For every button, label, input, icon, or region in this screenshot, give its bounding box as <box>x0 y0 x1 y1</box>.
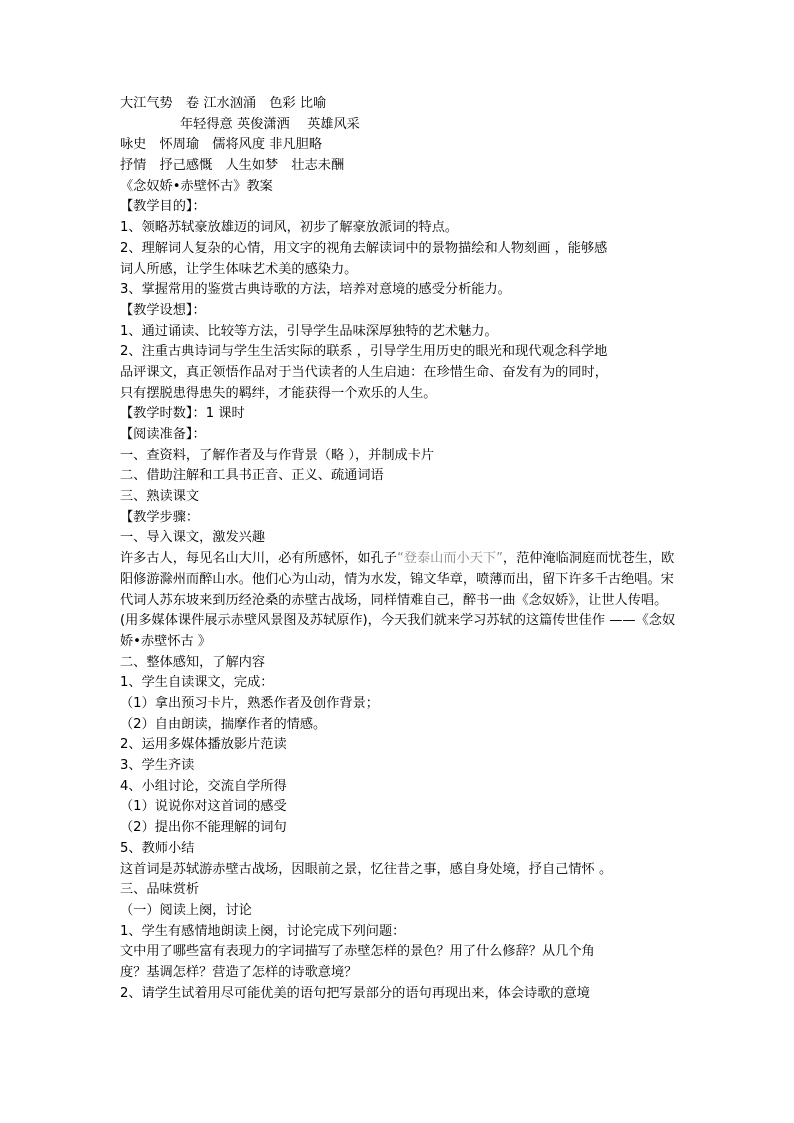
text-line: 抒情 抒己感慨 人生如梦 壮志未酬 <box>120 158 345 174</box>
intro-paragraph <box>120 549 676 653</box>
text-line: 词人所感，让学生体味艺术美的感染力。 <box>120 261 358 277</box>
text-line: （一）阅读上阕，讨论 <box>120 902 252 918</box>
text-line: 咏史 怀周瑜 儒将风度 非凡胆略 <box>120 137 323 153</box>
section-heading: 二、整体感知，了解内容 <box>120 654 266 670</box>
text-line: 二、借助注解和工具书正音、正义、疏通词语 <box>120 468 384 484</box>
text-line: 2、理解词人复杂的心情，用文字的视角去解读词中的景物描绘和人物刻画 ，能够感 <box>120 240 608 256</box>
section-heading: 三、品味赏析 <box>120 882 200 898</box>
section-heading: 【教学目的】： <box>120 199 206 215</box>
text-line: 2、运用多媒体播放影片范读 <box>120 737 287 753</box>
text-line: （2）自由朗读，揣摩作者的情感。 <box>120 716 327 732</box>
text-line: 大江气势 卷 江水汹涌 色彩 比喻 <box>120 96 327 111</box>
section-heading: 【教学步骤： <box>120 509 200 525</box>
section-heading: 【教学设想】： <box>120 302 206 318</box>
text-line: 2、请学生试着用尽可能优美的语句把写景部分的语句再现出来，体会诗歌的意境 <box>120 985 590 1001</box>
intro-text: 许多古人，每见名山大川，必有所感怀，如孔子 <box>120 551 397 567</box>
text-line: 品评课文，真正领悟作品对于当代读者的人生启迪：在珍惜生命、奋发有为的同时， <box>120 364 608 380</box>
text-line: （2）提出你不能理解的词句 <box>120 820 287 836</box>
text-line: （1）拿出预习卡片，熟悉作者及创作背景； <box>120 696 379 712</box>
text-line: 1、学生自读课文，完成： <box>120 675 274 691</box>
text-line: 三、熟读课文 <box>120 489 200 505</box>
text-line: 3、掌握常用的鉴赏古典诗歌的方法，培养对意境的感受分析能力。 <box>120 282 511 298</box>
quote-text: “登泰山而小天下” <box>396 551 503 567</box>
text-line: 年轻得意 英俊潇洒 英雄风采 <box>180 116 360 132</box>
document-title: 《念奴娇•赤壁怀古》教案 <box>120 178 273 194</box>
text-line: 度？基调怎样？营造了怎样的诗歌意境？ <box>120 964 358 980</box>
text-line: 1、领略苏轼豪放雄迈的词风，初步了解豪放派词的特点。 <box>120 220 459 236</box>
text-line: 1、学生有感情地朗读上阕，讨论完成下列问题： <box>120 923 406 939</box>
text-line: 一、查资料，了解作者及与作背景（略 ），并制成卡片 <box>120 447 435 463</box>
text-line: 一、导入课文，激发兴趣 <box>120 530 266 546</box>
text-line: 只有摆脱患得患失的羁绊，才能获得一个欢乐的人生。 <box>120 385 437 401</box>
text-line: 1、通过诵读、比较等方法，引导学生品味深厚独特的艺术魅力。 <box>120 323 498 339</box>
text-line: 5、教师小结 <box>120 840 195 856</box>
text-line: 这首词是苏轼游赤壁古战场，因眼前之景，忆往昔之事，感自身处境，抒自己情怀 。 <box>120 861 613 877</box>
text-line: （1）说说你对这首词的感受 <box>120 799 287 815</box>
intro-text: ，范仲淹临洞庭而忧苍生，欧阳修游滁州而醉山水。他们心为山动，情为水发，锦文华章，喷薄而出，留下许多千古绝唱。宋代词人苏东坡来到历经沧桑的赤壁古战场，同样情难自己，醉书一曲《念奴娇》，让世人传唱。(用多媒体课件展示赤壁风景图及苏轼原作)，今天我们就来学习苏轼的这篇传世佳作 ——《念奴娇•赤壁怀古 》 <box>120 551 676 649</box>
text-line: 2、注重古典诗词与学生生活实际的联系 ，引导学生用历史的眼光和现代观念科学地 <box>120 344 608 360</box>
section-heading: 【教学时数】：1 课时 <box>120 406 245 422</box>
text-line: 4、小组讨论，交流自学所得 <box>120 778 287 794</box>
document-page <box>120 94 676 1004</box>
text-line: 3、学生齐读 <box>120 758 195 774</box>
section-heading: 【阅读准备】： <box>120 427 206 442</box>
text-line: 文中用了哪些富有表现力的字词描写了赤壁怎样的景色？用了什么修辞？从几个角 <box>120 944 595 960</box>
